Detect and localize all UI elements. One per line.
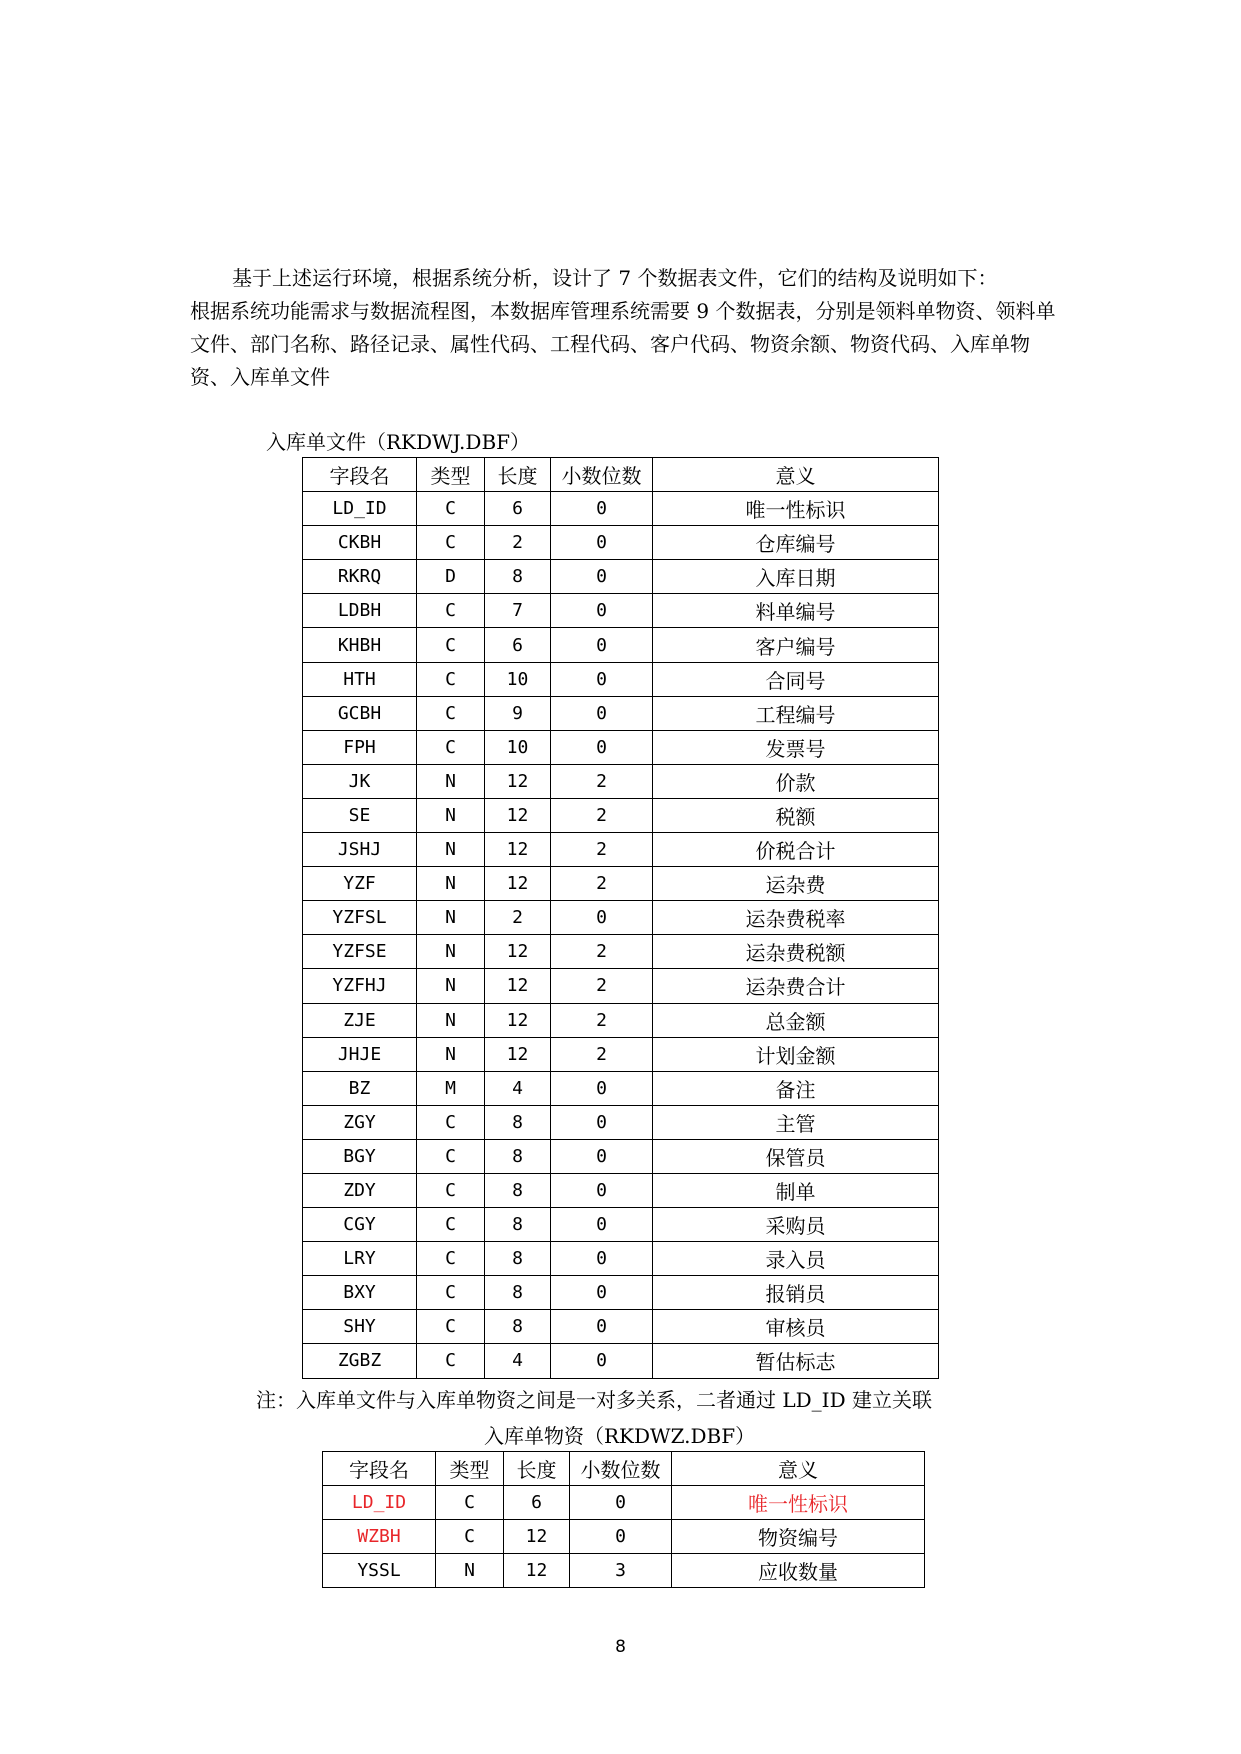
table2-caption: 入库单物资（RKDWZ.DBF） (484, 1424, 756, 1448)
cell-field-name: ZGY (303, 1105, 417, 1139)
cell-meaning: 计划金额 (653, 1037, 939, 1071)
cell-length: 12 (504, 1520, 570, 1554)
header-meaning: 意义 (653, 458, 939, 492)
cell-field-name: LD_ID (303, 492, 417, 526)
cell-field-name: ZDY (303, 1173, 417, 1207)
table-row (303, 628, 939, 662)
cell-meaning: 唯一性标识 (653, 492, 939, 526)
cell-length: 6 (485, 628, 551, 662)
cell-meaning: 运杂费税额 (653, 935, 939, 969)
cell-decimals: 2 (551, 798, 653, 832)
header-field-name: 字段名 (323, 1452, 436, 1486)
cell-field-name: ZGBZ (303, 1344, 417, 1378)
cell-field-name: ZJE (303, 1003, 417, 1037)
cell-decimals: 2 (551, 1003, 653, 1037)
cell-decimals: 0 (570, 1520, 672, 1554)
cell-decimals: 0 (551, 1242, 653, 1276)
cell-meaning: 价款 (653, 764, 939, 798)
cell-decimals: 2 (551, 833, 653, 867)
cell-type: N (417, 833, 485, 867)
cell-field-name: YZF (303, 867, 417, 901)
cell-type: C (417, 1276, 485, 1310)
cell-type: D (417, 560, 485, 594)
cell-meaning: 应收数量 (672, 1554, 925, 1588)
table-row (303, 833, 939, 867)
cell-field-name: RKRQ (303, 560, 417, 594)
cell-decimals: 0 (551, 1071, 653, 1105)
cell-field-name: LDBH (303, 594, 417, 628)
cell-field-name: SE (303, 798, 417, 832)
cell-decimals: 0 (551, 901, 653, 935)
cell-decimals: 0 (551, 1276, 653, 1310)
cell-type: N (417, 1037, 485, 1071)
cell-meaning: 发票号 (653, 730, 939, 764)
cell-decimals: 2 (551, 1037, 653, 1071)
table-row (303, 1071, 939, 1105)
cell-field-name: BGY (303, 1139, 417, 1173)
table-row (323, 1554, 925, 1588)
table-row (303, 1310, 939, 1344)
cell-meaning: 主管 (653, 1105, 939, 1139)
cell-decimals: 0 (551, 492, 653, 526)
cell-length: 6 (504, 1486, 570, 1520)
cell-type: C (436, 1486, 504, 1520)
cell-type: C (417, 696, 485, 730)
cell-decimals: 2 (551, 867, 653, 901)
cell-meaning: 料单编号 (653, 594, 939, 628)
cell-meaning: 入库日期 (653, 560, 939, 594)
rkdwj-table (302, 457, 939, 1379)
table-header-row (303, 458, 939, 492)
cell-decimals: 0 (551, 1139, 653, 1173)
table-row (303, 526, 939, 560)
header-type: 类型 (436, 1452, 504, 1486)
cell-decimals: 0 (551, 1105, 653, 1139)
table-row (303, 492, 939, 526)
cell-type: N (417, 867, 485, 901)
cell-decimals: 3 (570, 1554, 672, 1588)
table1-caption: 入库单文件（RKDWJ.DBF） (266, 430, 531, 454)
table-row (303, 901, 939, 935)
cell-type: C (436, 1520, 504, 1554)
cell-length: 12 (485, 764, 551, 798)
cell-field-name: YZFSE (303, 935, 417, 969)
cell-decimals: 0 (551, 526, 653, 560)
cell-length: 12 (485, 969, 551, 1003)
table-row (303, 560, 939, 594)
cell-field-name: HTH (303, 662, 417, 696)
cell-meaning: 暂估标志 (653, 1344, 939, 1378)
cell-field-name: YZFHJ (303, 969, 417, 1003)
cell-length: 8 (485, 1105, 551, 1139)
cell-decimals: 0 (551, 594, 653, 628)
cell-meaning: 采购员 (653, 1208, 939, 1242)
cell-type: C (417, 628, 485, 662)
intro-paragraph (190, 262, 1060, 394)
header-decimals: 小数位数 (570, 1452, 672, 1486)
cell-field-name: YZFSL (303, 901, 417, 935)
cell-length: 10 (485, 662, 551, 696)
header-field-name: 字段名 (303, 458, 417, 492)
cell-length: 12 (485, 1003, 551, 1037)
cell-length: 7 (485, 594, 551, 628)
header-type: 类型 (417, 458, 485, 492)
cell-decimals: 0 (551, 1208, 653, 1242)
cell-meaning: 审核员 (653, 1310, 939, 1344)
cell-type: N (417, 935, 485, 969)
cell-type: C (417, 1344, 485, 1378)
cell-length: 8 (485, 1208, 551, 1242)
cell-meaning: 报销员 (653, 1276, 939, 1310)
table-row (303, 730, 939, 764)
cell-field-name: LRY (303, 1242, 417, 1276)
cell-field-name: CGY (303, 1208, 417, 1242)
cell-length: 6 (485, 492, 551, 526)
table-row (303, 696, 939, 730)
table-row (303, 1037, 939, 1071)
cell-decimals: 0 (551, 1310, 653, 1344)
table-row (303, 1276, 939, 1310)
header-meaning: 意义 (672, 1452, 925, 1486)
cell-length: 10 (485, 730, 551, 764)
table-row (323, 1520, 925, 1554)
intro-line-1: 基于上述运行环境，根据系统分析，设计了 7 个数据表文件，它们的结构及说明如下： (232, 266, 998, 290)
table-row (323, 1486, 925, 1520)
cell-field-name: JHJE (303, 1037, 417, 1071)
cell-meaning: 价税合计 (653, 833, 939, 867)
cell-field-name: FPH (303, 730, 417, 764)
cell-decimals: 0 (551, 696, 653, 730)
cell-meaning: 唯一性标识 (672, 1486, 925, 1520)
cell-length: 8 (485, 1276, 551, 1310)
cell-length: 12 (485, 833, 551, 867)
cell-length: 8 (485, 560, 551, 594)
cell-length: 4 (485, 1071, 551, 1105)
cell-meaning: 保管员 (653, 1139, 939, 1173)
cell-meaning: 合同号 (653, 662, 939, 696)
table-row (303, 662, 939, 696)
header-length: 长度 (485, 458, 551, 492)
cell-field-name: WZBH (323, 1520, 436, 1554)
table-row (303, 798, 939, 832)
cell-type: C (417, 594, 485, 628)
cell-field-name: LD_ID (323, 1486, 436, 1520)
cell-type: C (417, 730, 485, 764)
cell-length: 8 (485, 1242, 551, 1276)
table-row (303, 1105, 939, 1139)
cell-field-name: GCBH (303, 696, 417, 730)
cell-meaning: 录入员 (653, 1242, 939, 1276)
table1-body (303, 492, 939, 1378)
table-row (303, 935, 939, 969)
cell-type: C (417, 1310, 485, 1344)
cell-field-name: BXY (303, 1276, 417, 1310)
table-row (303, 764, 939, 798)
cell-decimals: 0 (551, 1173, 653, 1207)
table2-body (323, 1486, 925, 1588)
cell-field-name: CKBH (303, 526, 417, 560)
cell-decimals: 0 (551, 662, 653, 696)
cell-meaning: 客户编号 (653, 628, 939, 662)
cell-field-name: YSSL (323, 1554, 436, 1588)
cell-decimals: 2 (551, 969, 653, 1003)
table-row (303, 594, 939, 628)
cell-type: C (417, 492, 485, 526)
cell-length: 9 (485, 696, 551, 730)
cell-type: N (417, 764, 485, 798)
cell-type: N (417, 969, 485, 1003)
cell-decimals: 2 (551, 764, 653, 798)
header-decimals: 小数位数 (551, 458, 653, 492)
cell-decimals: 0 (551, 1344, 653, 1378)
header-length: 长度 (504, 1452, 570, 1486)
cell-length: 12 (485, 1037, 551, 1071)
cell-meaning: 制单 (653, 1173, 939, 1207)
cell-meaning: 运杂费合计 (653, 969, 939, 1003)
cell-length: 12 (485, 798, 551, 832)
cell-length: 12 (485, 867, 551, 901)
cell-type: N (417, 1003, 485, 1037)
cell-meaning: 税额 (653, 798, 939, 832)
table-row (303, 1242, 939, 1276)
cell-length: 2 (485, 526, 551, 560)
cell-type: C (417, 1242, 485, 1276)
rkdwz-table (322, 1451, 925, 1588)
cell-decimals: 0 (551, 628, 653, 662)
table-row (303, 1003, 939, 1037)
cell-length: 12 (485, 935, 551, 969)
cell-decimals: 0 (551, 730, 653, 764)
cell-length: 8 (485, 1139, 551, 1173)
table-row (303, 867, 939, 901)
table-row (303, 1173, 939, 1207)
cell-type: C (417, 1105, 485, 1139)
relationship-note: 注：入库单文件与入库单物资之间是一对多关系，二者通过 LD_ID 建立关联 (256, 1388, 932, 1412)
cell-type: C (417, 1208, 485, 1242)
cell-field-name: JK (303, 764, 417, 798)
cell-type: N (417, 901, 485, 935)
cell-meaning: 物资编号 (672, 1520, 925, 1554)
table-row (303, 1139, 939, 1173)
table-row (303, 969, 939, 1003)
cell-length: 2 (485, 901, 551, 935)
cell-type: C (417, 662, 485, 696)
table-row (303, 1344, 939, 1378)
cell-decimals: 0 (570, 1486, 672, 1520)
cell-field-name: KHBH (303, 628, 417, 662)
cell-meaning: 备注 (653, 1071, 939, 1105)
cell-length: 8 (485, 1310, 551, 1344)
table-row (303, 1208, 939, 1242)
cell-meaning: 仓库编号 (653, 526, 939, 560)
cell-meaning: 运杂费 (653, 867, 939, 901)
cell-type: M (417, 1071, 485, 1105)
cell-field-name: SHY (303, 1310, 417, 1344)
cell-meaning: 工程编号 (653, 696, 939, 730)
cell-type: C (417, 1139, 485, 1173)
cell-decimals: 0 (551, 560, 653, 594)
intro-line-2: 根据系统功能需求与数据流程图，本数据库管理系统需要 9 个数据表，分别是领料单物资、领料单文件、部门名称、路径记录、属性代码、工程代码、客户代码、物资余额、物资代码、入库单物资、入库单文件 (190, 299, 1056, 389)
cell-length: 4 (485, 1344, 551, 1378)
cell-field-name: JSHJ (303, 833, 417, 867)
cell-type: C (417, 1173, 485, 1207)
cell-length: 8 (485, 1173, 551, 1207)
cell-meaning: 总金额 (653, 1003, 939, 1037)
page-number: 8 (615, 1637, 626, 1657)
cell-type: N (436, 1554, 504, 1588)
cell-type: N (417, 798, 485, 832)
cell-meaning: 运杂费税率 (653, 901, 939, 935)
cell-field-name: BZ (303, 1071, 417, 1105)
cell-type: C (417, 526, 485, 560)
cell-length: 12 (504, 1554, 570, 1588)
table-header-row (323, 1452, 925, 1486)
cell-decimals: 2 (551, 935, 653, 969)
